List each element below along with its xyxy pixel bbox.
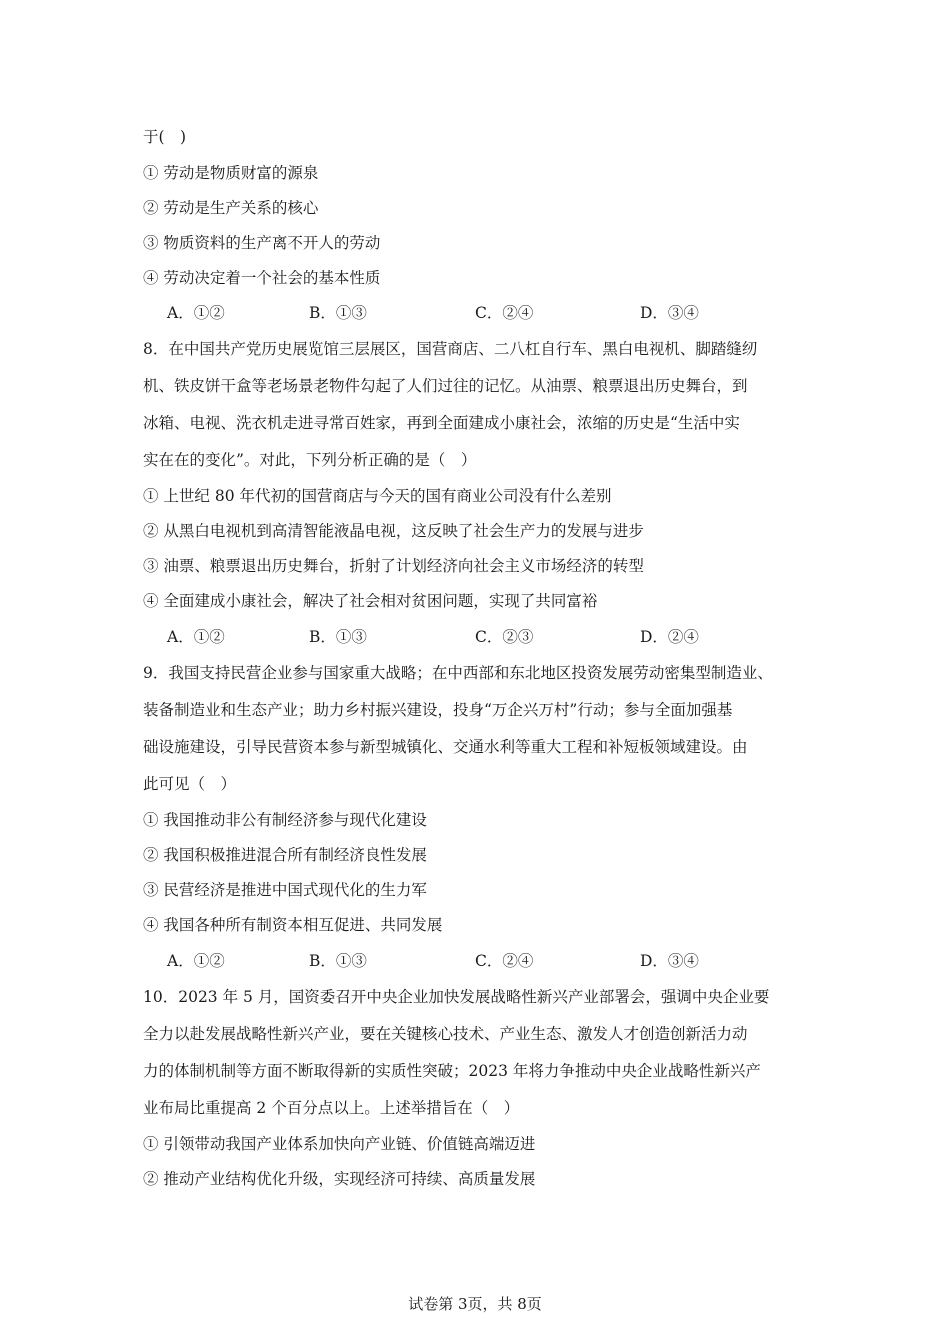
q8-option-b[interactable]: B．①③ — [309, 628, 367, 646]
q9-stem-line-2: 装备制造业和生态产业；助力乡村振兴建设，投身“万企兴万村”行动；参与全面加强基 — [143, 701, 733, 719]
q8-statement-2: ② 从黑白电视机到高清智能液晶电视，这反映了社会生产力的发展与进步 — [143, 522, 644, 540]
q9-option-d[interactable]: D．③④ — [640, 952, 699, 970]
q8-option-c[interactable]: C．②③ — [475, 628, 534, 646]
q9-options — [167, 951, 767, 971]
q7-option-a[interactable]: A．①② — [167, 304, 225, 322]
q7-stem-tail: 于( ) — [143, 128, 187, 146]
q8-options — [167, 627, 767, 647]
q9-statement-1: ① 我国推动非公有制经济参与现代化建设 — [143, 811, 427, 829]
q9-statement-2: ② 我国积极推进混合所有制经济良性发展 — [143, 846, 427, 864]
q10-statement-1: ① 引领带动我国产业体系加快向产业链、价值链高端迈进 — [143, 1135, 536, 1153]
q9-option-a[interactable]: A．①② — [167, 952, 225, 970]
q9-stem-line-1: 9．我国支持民营企业参与国家重大战略；在中西部和东北地区投资发展劳动密集型制造业、 — [143, 664, 773, 682]
q8-stem-line-4: 实在在的变化”。对此，下列分析正确的是（ ） — [143, 451, 477, 469]
q8-statement-3: ③ 油票、粮票退出历史舞台，折射了计划经济向社会主义市场经济的转型 — [143, 557, 644, 575]
q9-statement-3: ③ 民营经济是推进中国式现代化的生力军 — [143, 881, 427, 899]
q10-stem-line-1: 10．2023 年 5 月，国资委召开中央企业加快发展战略性新兴产业部署会，强调中央企业要 — [143, 988, 770, 1006]
q9-option-b[interactable]: B．①③ — [309, 952, 367, 970]
q10-stem-line-3: 力的体制机制等方面不断取得新的实质性突破；2023 年将力争推动中央企业战略性新兴产 — [143, 1062, 761, 1080]
q8-statement-4: ④ 全面建成小康社会，解决了社会相对贫困问题，实现了共同富裕 — [143, 592, 598, 610]
q9-stem-line-3: 础设施建设，引导民营资本参与新型城镇化、交通水利等重大工程和补短板领域建设。由 — [143, 738, 748, 756]
q8-stem-line-2: 机、铁皮饼干盒等老场景老物件勾起了人们过往的记忆。从油票、粮票退出历史舞台，到 — [143, 377, 748, 395]
q7-statement-2: ② 劳动是生产关系的核心 — [143, 199, 319, 217]
q10-stem-line-2: 全力以赴发展战略性新兴产业，要在关键核心技术、产业生态、激发人才创造创新活力动 — [143, 1025, 748, 1043]
q7-statement-3: ③ 物质资料的生产离不开人的劳动 — [143, 234, 381, 252]
q8-option-d[interactable]: D．②④ — [640, 628, 699, 646]
q7-statement-1: ① 劳动是物质财富的源泉 — [143, 164, 319, 182]
q7-option-c[interactable]: C．②④ — [475, 304, 534, 322]
q10-stem-line-4: 业布局比重提高 2 个百分点以上。上述举措旨在（ ） — [143, 1099, 520, 1117]
q8-statement-1: ① 上世纪 80 年代初的国营商店与今天的国有商业公司没有什么差别 — [143, 487, 612, 505]
q9-stem-line-4: 此可见（ ） — [143, 775, 237, 793]
q8-stem-line-1: 8．在中国共产党历史展览馆三层展区，国营商店、二八杠自行车、黑白电视机、脚踏缝纫 — [143, 340, 758, 358]
page-footer: 试卷第 3页，共 8页 — [408, 1295, 542, 1313]
q7-statement-4: ④ 劳动决定着一个社会的基本性质 — [143, 269, 381, 287]
q7-options — [167, 303, 767, 323]
q9-statement-4: ④ 我国各种所有制资本相互促进、共同发展 — [143, 916, 443, 934]
q8-option-a[interactable]: A．①② — [167, 628, 225, 646]
q8-stem-line-3: 冰箱、电视、洗衣机走进寻常百姓家，再到全面建成小康社会，浓缩的历史是“生活中实 — [143, 414, 740, 432]
q10-statement-2: ② 推动产业结构优化升级，实现经济可持续、高质量发展 — [143, 1170, 536, 1188]
q7-option-b[interactable]: B．①③ — [309, 304, 367, 322]
q7-option-d[interactable]: D．③④ — [640, 304, 699, 322]
q9-option-c[interactable]: C．②④ — [475, 952, 534, 970]
